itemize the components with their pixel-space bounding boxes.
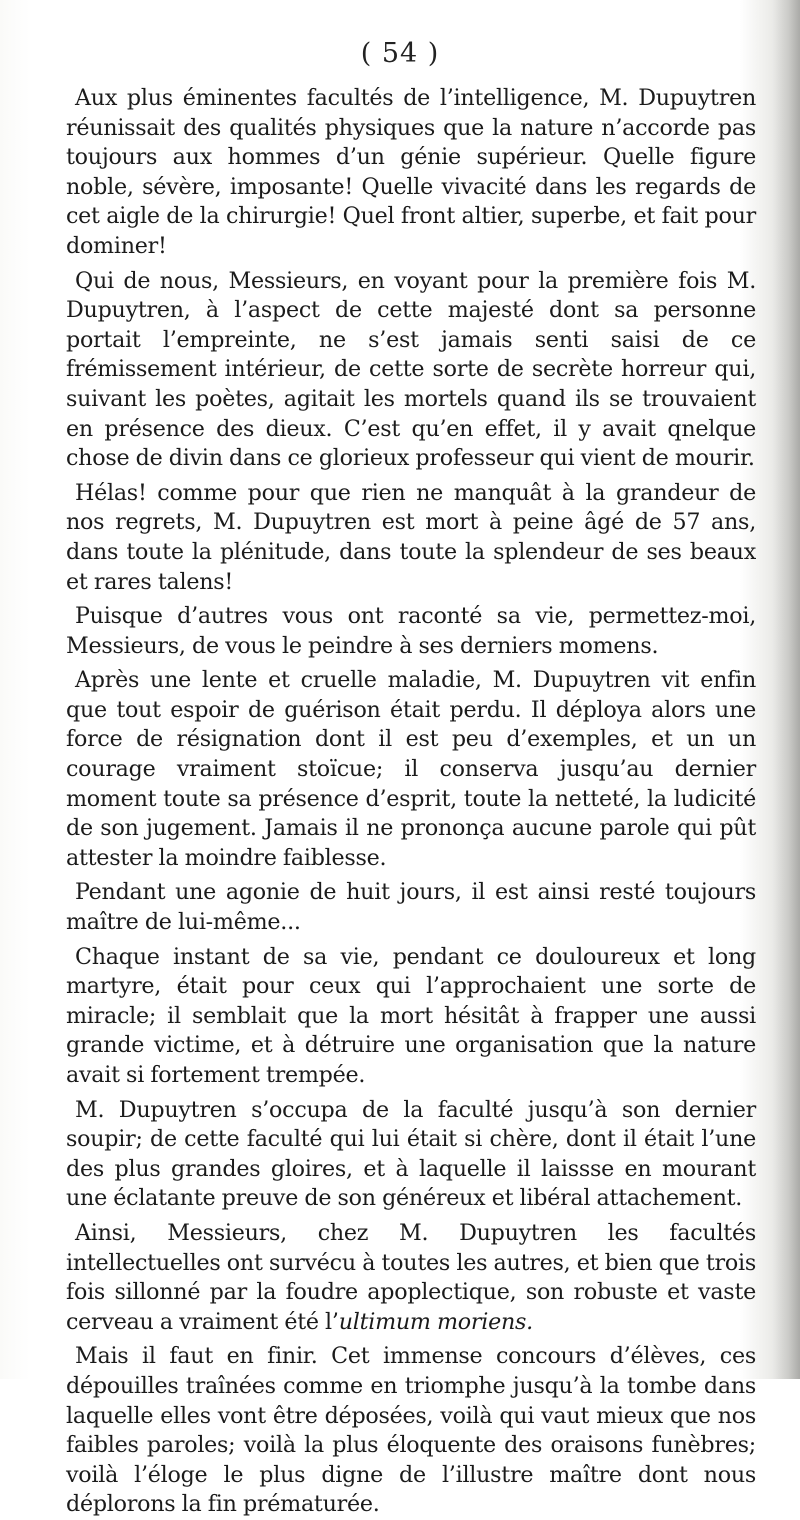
page-body [66,84,756,1520]
paragraph-9-text: Ainsi, Messieurs, chez M. Dupuytren les facultés intellectuelles ont survécu à toutes les autres, et bien que trois fois sillonné par la foudre apoplectique, son robuste et vaste cerveau a vraiment été l’ [66,1219,756,1335]
paragraph-7: Chaque instant de sa vie, pendant ce douloureux et long martyre, était pour ceux qui l’approchaient une sorte de miracle; il semblait que la mort hésitât à frapper une aussi grande victime, et à détruire une organisation que la nature avait si fortement trempée. [66,943,756,1088]
paragraph-9 [66,1219,756,1337]
paragraph-3: Hélas! comme pour que rien ne manquât à la grandeur de nos regrets, M. Dupuytren est mort à peine âgé de 57 ans, dans toute la plénitude, dans toute la splendeur de ses beaux et rares talens! [66,479,756,595]
paragraph-1: Aux plus éminentes facultés de l’intelligence, M. Dupuytren réunissait des qualités physiques que la nature n’accorde pas toujours aux hommes d’un génie supérieur. Quelle figure noble, sévère, imposante! Quelle vivacité dans les regards de cet aigle de la chirurgie! Quel front altier, superbe, et fait pour dominer! [66,85,756,259]
page-number: ( 54 ) [360,38,440,69]
latin-phrase: ultimum moriens. [338,1308,533,1335]
paragraph-2: Qui de nous, Messieurs, en voyant pour la première fois M. Dupuytren, à l’aspect de cette majesté dont sa personne portait l’empreinte, ne s’est jamais senti saisi de ce frémissement intérieur, de cette sorte de secrète horreur qui, suivant les poètes, agitait les mortels quand ils se trouvaient en présence des dieux. C’est qu’en effet, il y avait qnelque chose de divin dans ce glorieux professeur qui vient de mourir. [66,267,756,472]
paragraph-4: Puisque d’autres vous ont raconté sa vie, permettez-moi, Messieurs, de vous le peindre à ses derniers momens. [66,603,756,659]
paragraph-8: M. Dupuytren s’occupa de la faculté jusqu’à son dernier soupir; de cette faculté qui lui était si chère, dont il était l’une des plus grandes gloires, et à laquelle il laissse en mourant une éclatante preuve de son généreux et libéral attachement. [66,1096,756,1212]
paragraph-6: Pendant une agonie de huit jours, il est ainsi resté toujours maître de lui-même... [66,879,756,936]
paragraph-5: Après une lente et cruelle maladie, M. Dupuytren vit enfin que tout espoir de guérison était perdu. Il déploya alors une force de résignation dont il est peu d’exemples, et un un courage vraiment stoïcue; il conserva jusqu’au dernier moment toute sa présence d’esprit, toute la netteté, la ludicité de son jugement. Jamais il ne prononça aucune parole qui pût attester la moindre faiblesse. [66,667,756,871]
page-edge-shadow [772,0,800,1379]
paragraph-10: Mais il faut en finir. Cet immense concours d’élèves, ces dépouilles traînées comme en triomphe jusqu’à la tombe dans laquelle elles vont être déposées, voilà qui vaut mieux que nos faibles paroles; voilà la plus éloquente des oraisons funèbres; voilà l’éloge le plus digne de l’illustre maître dont nous déplorons la fin prématurée. [66,1343,756,1518]
